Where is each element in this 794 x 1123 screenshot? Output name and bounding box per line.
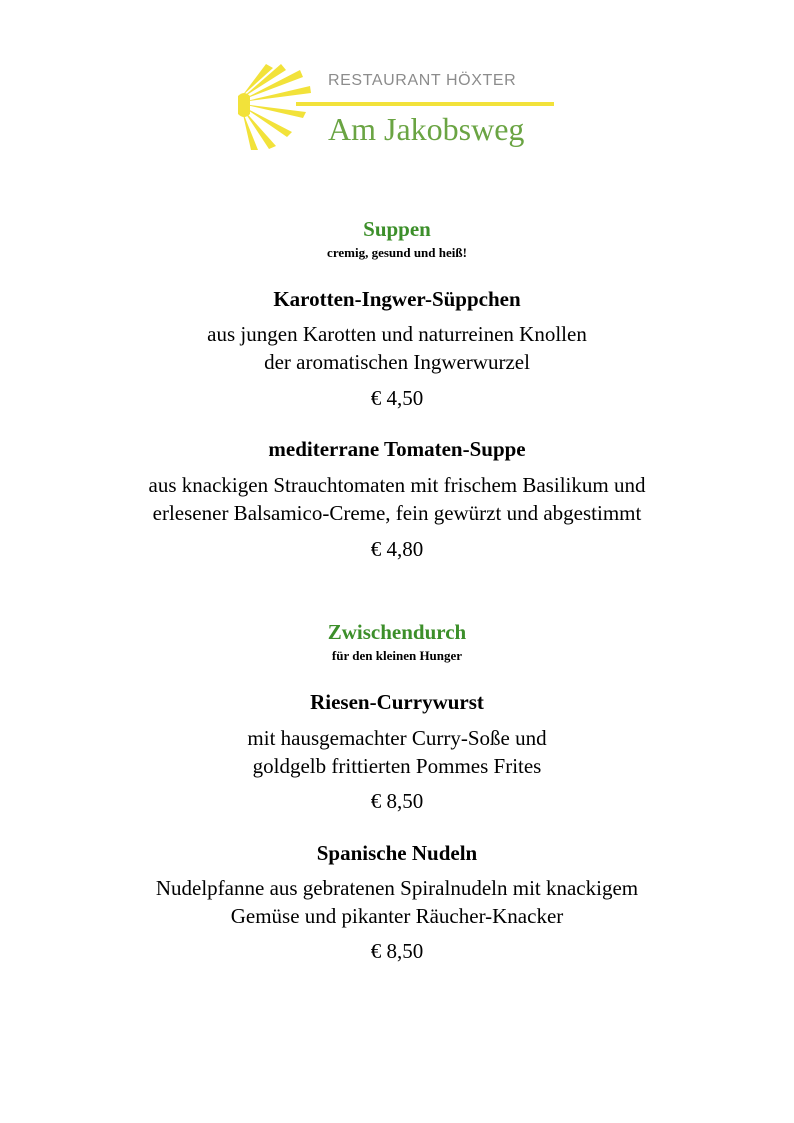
menu-item-description-line: Gemüse und pikanter Räucher-Knacker — [230, 904, 564, 928]
menu-item-name: Riesen-Currywurst — [310, 690, 484, 714]
menu-item-price: € 4,50 — [370, 386, 424, 410]
logo-divider-line — [296, 102, 554, 106]
menu-item-price: € 4,80 — [370, 537, 424, 561]
section-subtitle: cremig, gesund und heiß! — [327, 245, 467, 260]
menu-item-name: mediterrane Tomaten-Suppe — [268, 437, 526, 461]
menu-item-description-line: aus jungen Karotten und naturreinen Knollen — [207, 322, 587, 346]
menu-item-name: Karotten-Ingwer-Süppchen — [273, 287, 521, 311]
section-title: Zwischendurch — [327, 620, 467, 644]
menu-item-description-line: aus knackigen Strauchtomaten mit frischem Basilikum und — [148, 473, 646, 497]
section-subtitle: für den kleinen Hunger — [331, 648, 463, 663]
section-title: Suppen — [363, 217, 431, 241]
menu-item-description-line: goldgelb frittierten Pommes Frites — [252, 754, 542, 778]
menu-item-description-line: der aromatischen Ingwerwurzel — [264, 350, 530, 374]
menu-item-description-line: Nudelpfanne aus gebratenen Spiralnudeln mit knackigem — [155, 876, 639, 900]
logo-top-text: RESTAURANT HÖXTER — [328, 72, 517, 89]
logo-bottom-text: Am Jakobsweg — [328, 111, 525, 147]
menu-item-description-line: mit hausgemachter Curry-Soße und — [247, 726, 547, 750]
menu-item-name: Spanische Nudeln — [316, 841, 478, 865]
menu-item-description-line: erlesener Balsamico-Creme, fein gewürzt und abgestimmt — [152, 501, 642, 525]
scallop-shell-icon — [236, 58, 326, 158]
menu-item-price: € 8,50 — [370, 789, 424, 813]
menu-item-price: € 8,50 — [370, 939, 424, 963]
restaurant-logo — [236, 58, 566, 158]
